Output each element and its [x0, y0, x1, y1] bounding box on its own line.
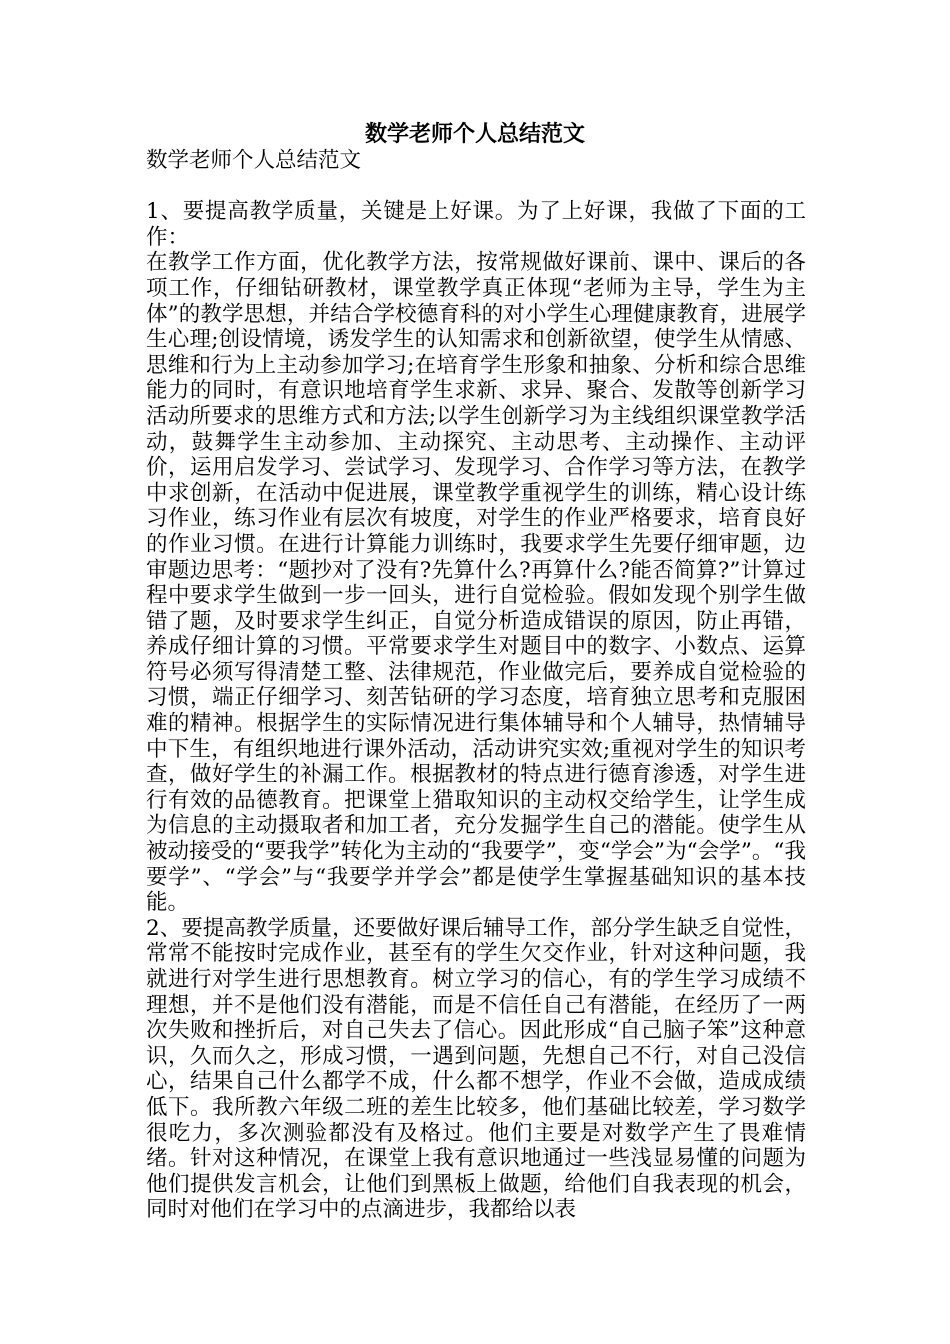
paragraph-1: 1、要提高教学质量，关键是上好课。为了上好课，我做了下面的工作：	[146, 199, 806, 250]
document-subtitle: 数学老师个人总结范文	[146, 148, 362, 173]
paragraph-2: 在教学工作方面，优化教学方法，按常规做好课前、课中、课后的各项工作，仔细钻研教材，课堂教学真正体现“老师为主导，学生为主体”的教学思想，并结合学校德育科的对小学生心理健康教育，进展学生心理;创设情境，诱发学生的认知需求和创新欲望，使学生从情感、思维和行为上主动参加学习;在培育学生形象和抽象、分析和综合思维能力的同时，有意识地培育学生求新、求异、聚合、发散等创新学习活动所要求的思维方式和方法;以学生创新学习为主线组织课堂教学活动，鼓舞学生主动参加、主动探究、主动思考、主动操作、主动评价，运用启发学习、尝试学习、发现学习、合作学习等方法，在教学中求创新，在活动中促进展，课堂教学重视学生的训练，精心设计练习作业，练习作业有层次有坡度，对学生的作业严格要求，培育良好的作业习惯。在进行计算能力训练时，我要求学生先要仔细审题，边审题边思考：“题抄对了没有?先算什么?再算什么?能否简算?”计算过程中要求学生做到一步一回头，进行自觉检验。假如发现个别学生做错了题，及时要求学生纠正，自觉分析造成错误的原因，防止再错，养成仔细计算的习惯。平常要求学生对题目中的数字、小数点、运算符号必须写得清楚工整、法律规范，作业做完后，要养成自觉检验的习惯，端正仔细学习、刻苦钻研的学习态度，培育独立思考和克服困难的精神。根据学生的实际情况进行集体辅导和个人辅导，热情辅导中下生，有组织地进行课外活动，活动讲究实效;重视对学生的知识考查，做好学生的补漏工作。根据教材的特点进行德育渗透，对学生进行有效的品德教育。把课堂上猎取知识的主动权交给学生，让学生成为信息的主动摄取者和加工者，充分发掘学生自己的潜能。使学生从被动接受的“要我学”转化为主动的“我要学”，变“学会”为“会学”。“我要学”、“学会”与“我要学并学会”都是使学生掌握基础知识的基本技能。	[146, 250, 806, 916]
blank-line	[146, 174, 806, 200]
document-body	[146, 148, 806, 1223]
paragraph-3: 2、要提高教学质量，还要做好课后辅导工作，部分学生缺乏自觉性，常常不能按时完成作业，甚至有的学生欠交作业，针对这种问题，我就进行对学生进行思想教育。树立学习的信心，有的学生学习成绩不理想，并不是他们没有潜能，而是不信任自己有潜能，在经历了一两次失败和挫折后，对自己失去了信心。因此形成“自己脑子笨”这种意识，久而久之，形成习惯，一遇到问题，先想自己不行，对自己没信心，结果自己什么都学不成，什么都不想学，作业不会做，造成成绩低下。我所教六年级二班的差生比较多，他们基础比较差，学习数学很吃力，多次测验都没有及格过。他们主要是对数学产生了畏难情绪。针对这种情况，在课堂上我有意识地通过一些浅显易懂的问题为他们提供发言机会，让他们到黑板上做题，给他们自我表现的机会，同时对他们在学习中的点滴进步，我都给以表	[146, 915, 806, 1223]
document-title: 数学老师个人总结范文	[364, 121, 585, 147]
